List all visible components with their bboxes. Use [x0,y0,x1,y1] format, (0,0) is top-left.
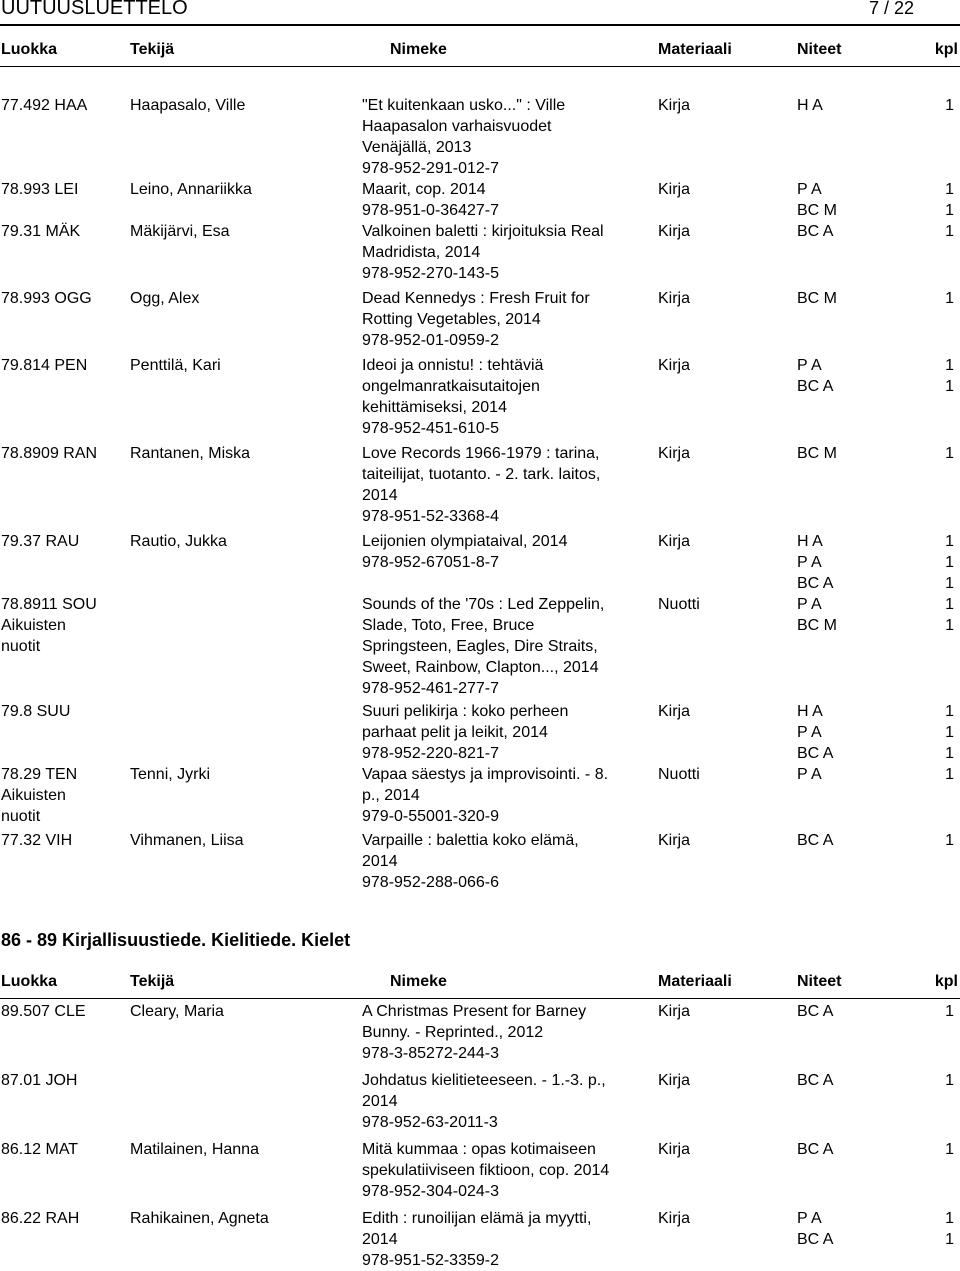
niteet-code: H A [797,533,823,550]
nimeke-line: 978-952-63-2011-3 [362,1114,498,1131]
niteet-code: BC M [797,617,837,634]
luokka-cell [1,443,126,464]
luokka-text: 79.37 RAU [1,533,80,550]
nimeke-cell [362,355,647,439]
niteet-cell [797,1139,907,1160]
column-header-niteet: Niteet [797,973,842,990]
nimeke-cell [362,701,647,764]
kpl-count: 1 [945,596,954,613]
luokka-text: 77.32 VIH [1,832,73,849]
materiaali-cell: Kirja [658,223,691,240]
niteet-cell [797,701,907,764]
materiaali-cell: Kirja [658,1072,691,1089]
materiaali-cell: Kirja [658,181,691,198]
catalog-row [0,1139,960,1202]
nimeke-cell [362,1070,647,1133]
nimeke-line: Bunny. - Reprinted., 2012 [362,1024,544,1041]
nimeke-cell [362,594,647,699]
catalog-row [0,594,960,699]
niteet-code: BC A [797,1072,834,1089]
nimeke-cell [362,443,647,527]
kpl-cell [945,531,954,594]
tekija-cell: Matilainen, Hanna [130,1141,259,1158]
luokka-text: 86.22 RAH [1,1210,80,1227]
nimeke-line: 979-0-55001-320-9 [362,808,499,825]
catalog-row [0,764,960,827]
niteet-cell [797,830,907,851]
materiaali-cell: Kirja [658,290,691,307]
niteet-code: BC A [797,1231,834,1248]
niteet-cell [797,288,907,309]
column-header-tekija: Tekijä [130,973,175,990]
materiaali-cell: Kirja [658,445,691,462]
kpl-cell [945,594,954,636]
nimeke-line: 978-952-304-024-3 [362,1183,499,1200]
kpl-cell [945,764,954,785]
nimeke-line: 978-952-220-821-7 [362,745,499,762]
niteet-code: BC A [797,832,834,849]
header-underline [0,66,960,67]
nimeke-line: 978-952-291-012-7 [362,160,499,177]
luokka-text: nuotit [1,808,41,825]
nimeke-cell [362,221,647,284]
niteet-code: P A [797,181,822,198]
luokka-text: 86.12 MAT [1,1141,79,1158]
nimeke-line: Dead Kennedys : Fresh Fruit for [362,290,590,307]
kpl-cell [945,179,954,221]
kpl-cell [945,701,954,764]
kpl-count: 1 [945,1003,954,1020]
nimeke-line: 978-951-52-3359-2 [362,1252,499,1269]
materiaali-cell: Kirja [658,1210,691,1227]
header-underline [0,998,960,999]
kpl-cell [945,443,954,464]
niteet-cell [797,443,907,464]
luokka-cell [1,1001,126,1022]
luokka-cell [1,179,126,200]
luokka-text: 78.29 TEN [1,766,78,783]
nimeke-line: 978-952-461-277-7 [362,680,499,697]
niteet-code: P A [797,724,822,741]
tekija-cell: Leino, Annariikka [130,181,252,198]
nimeke-line: Love Records 1966-1979 : tarina, [362,445,600,462]
luokka-text: 79.8 SUU [1,703,71,720]
column-header-luokka: Luokka [1,41,58,58]
materiaali-cell: Kirja [658,357,691,374]
kpl-count: 1 [945,97,954,114]
column-header-niteet: Niteet [797,41,842,58]
nimeke-line: Springsteen, Eagles, Dire Straits, [362,638,598,655]
materiaali-cell: Kirja [658,97,691,114]
materiaali-cell: Kirja [658,533,691,550]
niteet-cell [797,1001,907,1022]
luokka-cell [1,1070,126,1091]
nimeke-line: Edith : runoilijan elämä ja myytti, [362,1210,592,1227]
kpl-count: 1 [945,290,954,307]
niteet-code: BC A [797,745,834,762]
nimeke-line: Slade, Toto, Free, Bruce [362,617,535,634]
kpl-cell [945,95,954,116]
tekija-cell: Rahikainen, Agneta [130,1210,269,1227]
nimeke-line: Suuri pelikirja : koko perheen [362,703,569,720]
luokka-text: 79.814 PEN [1,357,88,374]
column-header-row [0,33,960,67]
tekija-cell: Rantanen, Miska [130,445,251,462]
kpl-count: 1 [945,181,954,198]
nimeke-line: parhaat pelit ja leikit, 2014 [362,724,548,741]
luokka-text: Aikuisten [1,787,66,804]
niteet-code: BC M [797,290,837,307]
catalog-row [0,1001,960,1064]
nimeke-line: 978-952-288-066-6 [362,874,499,891]
niteet-code: BC M [797,445,837,462]
nimeke-line: Vapaa säestys ja improvisointi. - 8. [362,766,609,783]
nimeke-line: kehittämiseksi, 2014 [362,399,507,416]
nimeke-line: 978-952-01-0959-2 [362,332,499,349]
column-header-row [0,965,960,999]
catalog-row [0,1208,960,1271]
kpl-cell [945,288,954,309]
niteet-code: BC A [797,1003,834,1020]
niteet-code: BC A [797,378,834,395]
luokka-text: nuotit [1,638,41,655]
column-header-tekija: Tekijä [130,41,175,58]
nimeke-cell [362,764,647,827]
nimeke-cell [362,531,647,573]
page-number: 7 / 22 [868,0,914,18]
materiaali-cell: Kirja [658,1141,691,1158]
luokka-text: Aikuisten [1,617,66,634]
materiaali-cell: Kirja [658,703,691,720]
kpl-count: 1 [945,1210,954,1227]
kpl-count: 1 [945,1072,954,1089]
nimeke-line: "Et kuitenkaan usko..." : Ville [362,97,566,114]
tekija-cell: Ogg, Alex [130,290,200,307]
column-header-materiaali: Materiaali [658,973,732,990]
catalog-row [0,701,960,764]
nimeke-line: Valkoinen baletti : kirjoituksia Real [362,223,604,240]
luokka-text: 78.8911 SOU [1,596,97,613]
kpl-count: 1 [945,617,954,634]
kpl-count: 1 [945,202,954,219]
column-header-materiaali: Materiaali [658,41,732,58]
kpl-count: 1 [945,703,954,720]
nimeke-line: Haapasalon varhaisvuodet [362,118,552,135]
kpl-cell [945,221,954,242]
luokka-text: 78.8909 RAN [1,445,98,462]
materiaali-cell: Nuotti [658,596,700,613]
kpl-cell [945,355,954,397]
niteet-cell [797,221,907,242]
nimeke-cell [362,95,647,179]
tekija-cell: Vihmanen, Liisa [130,832,244,849]
kpl-count: 1 [945,832,954,849]
luokka-cell [1,1208,126,1229]
catalog-row [0,443,960,527]
luokka-cell [1,830,126,851]
luokka-text: 87.01 JOH [1,1072,78,1089]
nimeke-cell [362,179,647,221]
nimeke-line: Sounds of the '70s : Led Zeppelin, [362,596,605,613]
kpl-cell [945,1139,954,1160]
niteet-cell [797,594,907,636]
luokka-cell [1,701,126,722]
kpl-count: 1 [945,223,954,240]
niteet-code: P A [797,1210,822,1227]
nimeke-cell [362,288,647,351]
luokka-cell [1,288,126,309]
kpl-count: 1 [945,1231,954,1248]
nimeke-line: 978-3-85272-244-3 [362,1045,499,1062]
tekija-cell: Penttilä, Kari [130,357,221,374]
niteet-cell [797,1208,907,1250]
page-title: UUTUUSLUETTELO [1,0,188,19]
luokka-cell [1,764,126,827]
kpl-cell [945,830,954,851]
luokka-cell [1,355,126,376]
materiaali-cell: Kirja [658,1003,691,1020]
niteet-cell [797,355,907,397]
nimeke-line: 2014 [362,1093,398,1110]
niteet-code: BC A [797,1141,834,1158]
kpl-count: 1 [945,378,954,395]
materiaali-cell: Nuotti [658,766,700,783]
tekija-cell: Haapasalo, Ville [130,97,246,114]
luokka-text: 78.993 OGG [1,290,92,307]
nimeke-line: Madridista, 2014 [362,244,481,261]
kpl-count: 1 [945,745,954,762]
kpl-cell [945,1001,954,1022]
section-heading: 86 - 89 Kirjallisuustiede. Kielitiede. Kielet [1,930,351,950]
catalog-row [0,95,960,179]
nimeke-line: A Christmas Present for Barney [362,1003,587,1020]
luokka-cell [1,531,126,552]
kpl-cell [945,1070,954,1091]
nimeke-line: 978-952-451-610-5 [362,420,499,437]
catalog-section-1 [0,41,960,891]
luokka-text: 89.507 CLE [1,1003,86,1020]
materiaali-cell: Kirja [658,832,691,849]
nimeke-cell [362,830,647,893]
niteet-cell [797,179,907,221]
catalog-row [0,288,960,351]
nimeke-line: spekulatiiviseen fiktioon, cop. 2014 [362,1162,610,1179]
kpl-count: 1 [945,1141,954,1158]
niteet-cell [797,95,907,116]
catalog-row [0,531,960,594]
kpl-count: 1 [945,724,954,741]
nimeke-line: Mitä kummaa : opas kotimaiseen [362,1141,596,1158]
nimeke-line: 978-951-52-3368-4 [362,508,499,525]
nimeke-line: 2014 [362,487,398,504]
nimeke-cell [362,1139,647,1202]
niteet-code: P A [797,596,822,613]
nimeke-line: Leijonien olympiataival, 2014 [362,533,568,550]
luokka-cell [1,221,126,242]
kpl-count: 1 [945,575,954,592]
niteet-cell [797,531,907,594]
column-header-kpl: kpl [934,41,958,58]
tekija-cell: Mäkijärvi, Esa [130,223,230,240]
niteet-cell [797,1070,907,1091]
nimeke-line: Sweet, Rainbow, Clapton..., 2014 [362,659,599,676]
column-header-nimeke: Nimeke [390,41,447,58]
nimeke-cell [362,1001,647,1064]
niteet-code: P A [797,357,822,374]
catalog-row [0,179,960,221]
niteet-code: H A [797,703,823,720]
kpl-count: 1 [945,445,954,462]
header-rule [0,24,960,26]
kpl-count: 1 [945,554,954,571]
catalog-row [0,355,960,439]
kpl-count: 1 [945,533,954,550]
luokka-text: 77.492 HAA [1,97,88,114]
tekija-cell: Tenni, Jyrki [130,766,211,783]
nimeke-line: Venäjällä, 2013 [362,139,472,156]
kpl-count: 1 [945,766,954,783]
kpl-cell [945,1208,954,1250]
niteet-code: P A [797,766,822,783]
tekija-cell: Rautio, Jukka [130,533,227,550]
nimeke-line: Rotting Vegetables, 2014 [362,311,541,328]
catalog-row [0,221,960,284]
column-header-kpl: kpl [934,973,958,990]
tekija-cell: Cleary, Maria [130,1003,224,1020]
catalog-section-2 [0,965,960,1269]
nimeke-line: p., 2014 [362,787,420,804]
column-header-nimeke: Nimeke [390,973,447,990]
nimeke-line: 2014 [362,853,398,870]
nimeke-line: 2014 [362,1231,398,1248]
nimeke-line: taiteilijat, tuotanto. - 2. tark. laitos, [362,466,601,483]
luokka-cell [1,1139,126,1160]
niteet-code: H A [797,97,823,114]
nimeke-line: 978-952-270-143-5 [362,265,499,282]
niteet-cell [797,764,907,785]
catalog-row [0,830,960,893]
luokka-cell [1,594,126,657]
nimeke-line: Ideoi ja onnistu! : tehtäviä [362,357,544,374]
nimeke-line: 978-951-0-36427-7 [362,202,499,219]
page-header [0,0,960,23]
nimeke-line: Varpaille : balettia koko elämä, [362,832,579,849]
luokka-text: 78.993 LEI [1,181,79,198]
nimeke-line: ongelmanratkaisutaitojen [362,378,540,395]
nimeke-line: Maarit, cop. 2014 [362,181,486,198]
kpl-count: 1 [945,357,954,374]
niteet-code: BC M [797,202,837,219]
luokka-cell [1,95,126,116]
column-header-luokka: Luokka [1,973,58,990]
nimeke-line: 978-952-67051-8-7 [362,554,499,571]
niteet-code: BC A [797,223,834,240]
luokka-text: 79.31 MÄK [1,223,81,240]
nimeke-line: Johdatus kielitieteeseen. - 1.-3. p., [362,1072,606,1089]
niteet-code: BC A [797,575,834,592]
niteet-code: P A [797,554,822,571]
nimeke-cell [362,1208,647,1271]
catalog-row [0,1070,960,1133]
